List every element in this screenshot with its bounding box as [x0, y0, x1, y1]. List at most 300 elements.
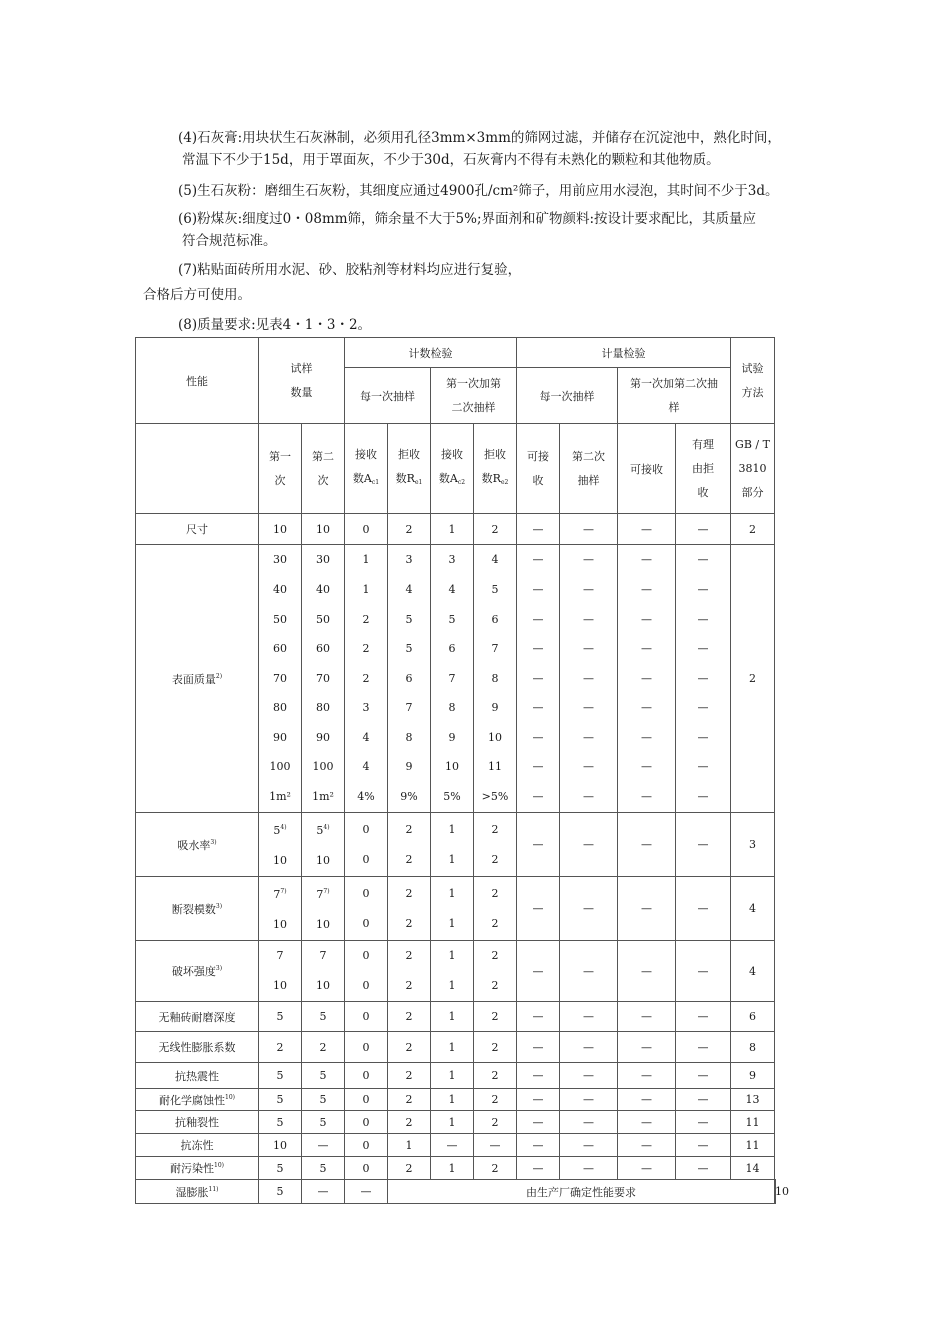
cell: 2 [474, 1063, 517, 1089]
dash-cell: — [697, 790, 709, 804]
cell: 2 [388, 1063, 431, 1089]
dash-cell: — [517, 941, 560, 1002]
surface-col-4 [388, 545, 431, 813]
cell: 40 [316, 582, 330, 596]
cell: 50 [273, 612, 287, 626]
dash-cell: — [618, 514, 676, 545]
cell: 5 [302, 1157, 345, 1180]
dash-cell: — [618, 1157, 676, 1180]
method-cell: 11 [731, 1111, 775, 1134]
cell-value: 5 [316, 824, 324, 837]
header-accept-1-l2 [345, 467, 387, 495]
cell: 0 [345, 1063, 388, 1089]
row-name [136, 1157, 259, 1180]
header-first-plus-second [431, 368, 517, 424]
dash-cell: — [560, 1032, 618, 1063]
dash-cell: — [583, 642, 594, 656]
stain-note: 10) [214, 1162, 224, 1169]
cell: 9 [448, 730, 456, 744]
strength-name: 破坏强度 [171, 965, 216, 978]
surface-col-2 [302, 545, 345, 813]
header-standard-l2: 3810 [738, 461, 767, 475]
dash-cell: — [676, 1063, 731, 1089]
header-fps-l2: 二次抽样 [451, 400, 496, 414]
method-cell: 2 [731, 545, 775, 813]
header-reject-1-sub: e1 [414, 478, 423, 486]
cell: 80 [273, 701, 287, 715]
cell: 8 [405, 730, 413, 744]
cell: 5% [443, 790, 461, 804]
cell: 10 [273, 854, 287, 867]
cell: — [345, 1180, 388, 1204]
header-accept-1-l2-text: 数A [352, 471, 372, 485]
dash-cell: — [560, 877, 618, 941]
header-m-accept-l1: 可接 [527, 449, 549, 463]
cell: 5 [302, 1063, 345, 1089]
dash-cell: — [532, 553, 544, 567]
dash-cell: — [641, 790, 652, 804]
cell: 10 [273, 918, 287, 931]
stain-name: 耐污染性 [170, 1162, 214, 1175]
dash-cell: — [676, 941, 731, 1002]
header-standard-l1: GB / T [735, 437, 770, 451]
modulus-note: 3) [215, 902, 223, 910]
cell: 4 [362, 760, 370, 774]
cell: 2 [259, 1032, 302, 1063]
dash-cell: — [618, 1111, 676, 1134]
row-name [136, 545, 259, 813]
header-each-sampling-m: 每一次抽样 [517, 368, 618, 424]
dash-cell: — [641, 671, 652, 685]
cell: 1 [431, 1111, 474, 1134]
absorption-name: 吸水率 [177, 838, 211, 852]
paragraph-6 [178, 208, 818, 252]
header-fps-l1: 第一次加第 [446, 376, 501, 390]
row-name: 抗热震性 [136, 1063, 259, 1089]
method-cell: 9 [731, 1063, 775, 1089]
header-sample-l1: 试样 [290, 361, 313, 375]
cell: 6 [405, 671, 413, 685]
header-first-l1: 第一 [269, 449, 291, 463]
dash-cell: — [676, 1089, 731, 1111]
header-accept-1 [345, 424, 388, 514]
dash-cell: — [560, 1089, 618, 1111]
cell: 80 [316, 701, 330, 715]
header-first-l2: 次 [274, 473, 286, 487]
cell: 1m² [269, 790, 291, 804]
surface-name: 表面质量 [171, 672, 216, 686]
dash-cell: — [517, 1157, 560, 1180]
dash-cell: — [560, 514, 618, 545]
cell: >5% [481, 790, 509, 804]
cell: 5 [259, 1002, 302, 1032]
surface-col-6 [474, 545, 517, 813]
cell: 50 [316, 612, 330, 626]
dash-cell: — [583, 671, 594, 685]
cell-pair [388, 877, 431, 941]
header-accept-2-l2-text: 数A [438, 471, 458, 485]
header-first-plus-second-m [618, 368, 731, 424]
dash-cell: — [618, 941, 676, 1002]
row-name: 尺寸 [136, 514, 259, 545]
cell: 0 [345, 514, 388, 545]
cell: 4 [362, 730, 370, 744]
header-accept-2-sub: c2 [457, 478, 466, 486]
cell: 2 [491, 916, 499, 930]
cell: 0 [345, 1111, 388, 1134]
dash-cell: — [583, 582, 594, 596]
cell: 2 [491, 979, 499, 992]
cell: 2 [474, 1002, 517, 1032]
cell-pair [259, 877, 302, 941]
dash-cell: — [697, 701, 709, 715]
cell: 90 [273, 730, 287, 744]
header-reject-1-l2 [388, 467, 430, 495]
dash-cell: — [532, 730, 544, 744]
row-name: 抗冻性 [136, 1134, 259, 1157]
cell-pair [388, 941, 431, 1002]
paragraph-4 [178, 127, 818, 171]
dash-cell: — [676, 877, 731, 941]
surface-col-1 [259, 545, 302, 813]
method-cell: 8 [731, 1032, 775, 1063]
dash-cell: — [517, 1111, 560, 1134]
table-row [136, 877, 776, 941]
dash-cell: — [517, 1134, 560, 1157]
header-each-sampling: 每一次抽样 [345, 368, 431, 424]
dash-cell: — [618, 1089, 676, 1111]
cell: 1 [362, 553, 370, 567]
dash-cell: — [532, 760, 544, 774]
header-first [259, 424, 302, 514]
header-method [731, 338, 775, 424]
chemical-name: 耐化学腐蚀性 [159, 1093, 225, 1107]
cell: 8 [491, 671, 499, 685]
cell: 0 [345, 1157, 388, 1180]
cell: 2 [405, 852, 413, 866]
paragraph-5: (5)生石灰粉：磨细生石灰粉，其细度应通过4900孔/cm²筛子，用前应用水浸泡，其时间不少于3d。 [178, 183, 779, 199]
cell: 2 [474, 1032, 517, 1063]
cell: 0 [345, 1002, 388, 1032]
cell: 30 [273, 553, 287, 567]
cell: 2 [362, 642, 370, 656]
cell: 2 [388, 1157, 431, 1180]
cell: 10 [259, 514, 302, 545]
header-fpsm-l1: 第一次加第二次抽 [630, 376, 718, 390]
dash-cell: — [676, 1032, 731, 1063]
cell: 70 [316, 671, 330, 685]
cell: 4 [405, 582, 413, 596]
header-m-accept-2: 可接收 [618, 424, 676, 514]
cell: — [302, 1180, 345, 1204]
cell: 5 [405, 642, 413, 656]
dash-cell: — [583, 612, 594, 626]
cell-pair [474, 813, 517, 877]
cell: 1 [431, 1089, 474, 1111]
cell: 10 [273, 979, 287, 992]
strength-note: 3) [215, 965, 223, 972]
cell: 2 [405, 979, 413, 992]
table-row [136, 1089, 776, 1111]
surface-dash-col-3 [618, 545, 676, 813]
dash-cell: — [560, 813, 618, 877]
cell-pair [302, 877, 345, 941]
cell: 10 [445, 760, 459, 774]
cell: 2 [405, 886, 413, 900]
cell: 1 [431, 1032, 474, 1063]
dash-cell: — [676, 514, 731, 545]
cell: 30 [316, 553, 330, 567]
cell-pair [474, 941, 517, 1002]
cell: 1 [448, 886, 456, 900]
header-accept-2-l1: 接收 [441, 447, 463, 461]
method-cell: 14 [731, 1157, 775, 1180]
table-row [136, 941, 776, 1002]
dash-cell: — [641, 760, 652, 774]
cell: 0 [345, 1134, 388, 1157]
cell: 1 [448, 822, 456, 836]
cell: 1 [448, 852, 456, 866]
cell: 2 [388, 514, 431, 545]
cell: 2 [405, 949, 413, 962]
chemical-note: 10) [225, 1093, 235, 1101]
table-row [136, 1002, 776, 1032]
absorption-note: 3) [210, 838, 217, 846]
row-name [136, 941, 259, 1002]
cell: 2 [405, 822, 413, 836]
cell [302, 813, 344, 846]
surface-note: 2) [215, 672, 223, 680]
table-row [136, 1032, 776, 1063]
header-m-second-l1: 第二次 [572, 449, 605, 463]
cell [259, 813, 301, 846]
cell: 2 [474, 1111, 517, 1134]
paragraph-7-line-1: (7)粘贴面砖所用水泥、砂、胶粘剂等材料均应进行复验， [178, 262, 522, 278]
cell: — [431, 1134, 474, 1157]
method-cell: 11 [731, 1134, 775, 1157]
dash-cell: — [532, 671, 544, 685]
header-standard-l3: 部分 [741, 485, 764, 499]
header-m-accept [517, 424, 560, 514]
cell: 0 [345, 1032, 388, 1063]
cell: 2 [302, 1032, 345, 1063]
header-second-l2: 次 [317, 473, 329, 487]
cell: 7 [491, 642, 499, 656]
row-name [136, 877, 259, 941]
cell: 1m² [312, 790, 334, 804]
cell: 1 [431, 1157, 474, 1180]
dash-cell: — [618, 1002, 676, 1032]
header-m-second-l2: 抽样 [577, 473, 600, 487]
surface-dash-col-2 [560, 545, 618, 813]
dash-cell: — [560, 1002, 618, 1032]
row-name: 无釉砖耐磨深度 [136, 1002, 259, 1032]
dash-cell: — [697, 671, 709, 685]
method-cell: 4 [731, 941, 775, 1002]
cell: 2 [362, 612, 370, 626]
cell: 1 [448, 916, 456, 930]
dash-cell: — [697, 760, 709, 774]
cell: 3 [362, 701, 370, 715]
cell: 0 [362, 916, 370, 930]
cell: 1 [431, 1063, 474, 1089]
dash-cell: — [676, 1002, 731, 1032]
dash-cell: — [532, 582, 544, 596]
dash-cell: — [560, 1134, 618, 1157]
cell: — [302, 1134, 345, 1157]
cell: 2 [388, 1032, 431, 1063]
quality-table [135, 337, 789, 1204]
header-reject-2-l1: 拒收 [484, 447, 506, 461]
cell: 5 [405, 612, 413, 626]
table-row [136, 1111, 776, 1134]
dash-cell: — [583, 790, 594, 804]
cell: 10 [316, 918, 330, 931]
row-name [136, 1089, 259, 1111]
table-row [136, 1134, 776, 1157]
cell: 2 [491, 822, 499, 836]
dash-cell: — [641, 701, 652, 715]
cell: 10 [316, 854, 330, 867]
cell-value: 5 [273, 824, 281, 837]
header-reject-1 [388, 424, 431, 514]
dash-cell: — [532, 701, 544, 715]
cell: 0 [362, 949, 370, 962]
cell-note: 7) [323, 888, 330, 895]
surface-col-3 [345, 545, 388, 813]
moisture-note: 11) [208, 1185, 219, 1193]
method-cell: 13 [731, 1089, 775, 1111]
header-standard [731, 424, 775, 514]
cell: 7 [276, 949, 284, 962]
dash-cell: — [517, 1089, 560, 1111]
cell: 1 [388, 1134, 431, 1157]
dash-cell: — [641, 582, 652, 596]
cell: 2 [491, 949, 499, 962]
cell: 2 [491, 886, 499, 900]
cell: 10 [302, 514, 345, 545]
dash-cell: — [583, 553, 594, 567]
dash-cell: — [560, 1111, 618, 1134]
method-cell: 4 [731, 877, 775, 941]
cell: 1 [448, 979, 456, 992]
cell: 5 [448, 612, 456, 626]
cell: 1 [362, 582, 370, 596]
cell [259, 877, 301, 910]
header-m-reason [676, 424, 731, 514]
dash-cell: — [517, 813, 560, 877]
paragraph-6-line-1: (6)粉煤灰:细度过0・08mm筛，筛余量不大于5%;界面剂和矿物颜料:按设计要求配比，其质量应 [178, 211, 757, 227]
cell-pair [388, 813, 431, 877]
header-m-accept-l2: 收 [532, 473, 544, 487]
dash-cell: — [583, 701, 594, 715]
cell-pair [474, 877, 517, 941]
dash-cell: — [560, 1063, 618, 1089]
paragraph-4-line-1: (4)石灰膏:用块状生石灰淋制，必须用孔径3mm×3mm的筛网过滤，并储存在沉淀池中，熟化时间， [178, 130, 781, 146]
header-property: 性能 [136, 338, 259, 424]
dash-cell: — [517, 514, 560, 545]
cell: 3 [405, 553, 413, 567]
dash-cell: — [560, 1157, 618, 1180]
header-fpsm-l2: 样 [668, 400, 680, 414]
dash-cell: — [583, 760, 594, 774]
cell: 2 [388, 1089, 431, 1111]
table-row [136, 1180, 776, 1204]
cell: 5 [259, 1089, 302, 1111]
method-cell: 2 [731, 514, 775, 545]
cell: 90 [316, 730, 330, 744]
table-row [136, 545, 776, 813]
cell: 4 [491, 553, 499, 567]
header-sample [259, 338, 345, 424]
header-method-l1: 试验 [741, 361, 764, 375]
header-sample-l2: 数量 [290, 385, 313, 399]
cell: 2 [388, 1002, 431, 1032]
cell-note: 4) [280, 824, 287, 831]
method-cell: 10 [775, 1180, 776, 1204]
row-name [136, 1180, 259, 1204]
cell: 0 [345, 1089, 388, 1111]
cell: 7 [319, 949, 327, 962]
cell: 60 [273, 642, 287, 656]
dash-cell: — [641, 642, 652, 656]
cell-note: 4) [323, 824, 330, 831]
dash-cell: — [676, 1111, 731, 1134]
cell: 8 [448, 701, 456, 715]
cell [302, 877, 344, 910]
dash-cell: — [676, 1157, 731, 1180]
cell: 4 [448, 582, 456, 596]
row-name [136, 813, 259, 877]
cell: 100 [269, 760, 291, 774]
dash-cell: — [560, 941, 618, 1002]
surface-col-5 [431, 545, 474, 813]
table-row [136, 813, 776, 877]
cell-pair [259, 813, 302, 877]
dash-cell: — [532, 642, 544, 656]
cell: 10 [488, 730, 502, 744]
header-count-test: 计数检验 [345, 338, 517, 368]
dash-cell: — [697, 730, 709, 744]
cell: 4% [357, 790, 375, 804]
row-name: 无线性膨胀系数 [136, 1032, 259, 1063]
cell: 6 [448, 642, 456, 656]
dash-cell: — [676, 813, 731, 877]
cell: 5 [302, 1089, 345, 1111]
paragraph-6-line-2: 符合规范标准。 [182, 233, 277, 249]
dash-cell: — [618, 1063, 676, 1089]
header-reject-2-l2 [474, 467, 516, 495]
dash-cell: — [618, 813, 676, 877]
cell: 5 [259, 1180, 302, 1204]
modulus-name: 断裂模数 [171, 902, 216, 916]
cell: 1 [431, 1002, 474, 1032]
header-m-reason-l2: 由拒 [692, 461, 714, 475]
cell: 60 [316, 642, 330, 656]
cell: 11 [488, 760, 502, 774]
cell: — [474, 1134, 517, 1157]
cell-pair [302, 941, 345, 1002]
cell: 5 [302, 1002, 345, 1032]
cell: 2 [405, 916, 413, 930]
cell: 70 [273, 671, 287, 685]
cell: 2 [362, 671, 370, 685]
cell: 7 [405, 701, 413, 715]
dash-cell: — [697, 612, 709, 626]
cell: 5 [491, 582, 499, 596]
dash-cell: — [517, 1063, 560, 1089]
header-accept-2-l2 [431, 467, 473, 495]
